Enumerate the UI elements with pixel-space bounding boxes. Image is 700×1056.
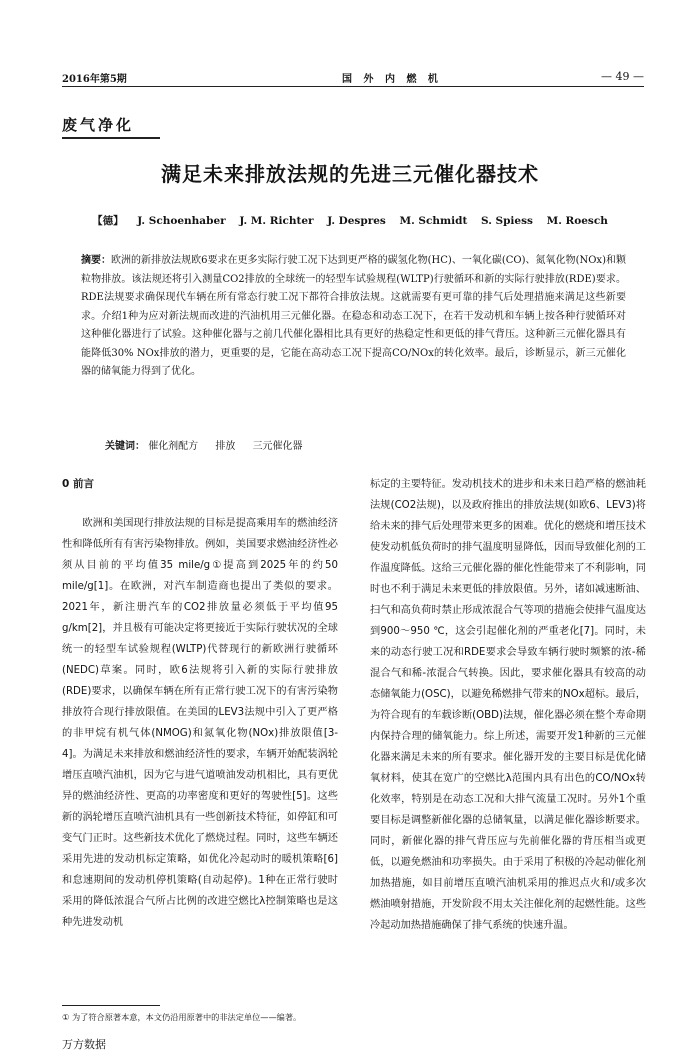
footnote-divider: [62, 1005, 160, 1006]
page-number: — 49 —: [601, 70, 644, 83]
author: S. Spiess: [480, 215, 533, 227]
author: J. Schoenhaber: [137, 215, 226, 227]
author: J. Despres: [327, 215, 386, 227]
abstract: [81, 252, 626, 382]
right-column: [370, 474, 646, 936]
author-line: [0, 213, 700, 228]
keyword: 三元催化器: [252, 441, 303, 452]
abstract-label: 摘要：: [81, 255, 112, 266]
abstract-text: 欧洲的新排放法规欧6要求在更多实际行驶工况下达到更严格的碳氢化物(HC)、一氧化碳(CO)、氮氧化物(NOx)和颗粒物排放。该法规还将引入测量CO2排放的全球统一的轻型车试验规程(WLTP)行驶循环和新的实际行驶排放(RDE)要求。RDE法规要求确保现代车辆在所有常态行驶工况下都符合排放法规。这就需要有更可靠的排气后处理措施来满足这些新要求。介绍1种为应对新法规而改进的汽油机用三元催化器。在稳态和动态工况下，在若干发动机和车辆上按各种行驶循环对这种催化器进行了试验。这种催化器与之前几代催化器相比具有更好的热稳定性和更低的排气背压。这种新三元催化器具有能降低30% NOx排放的潜力，更重要的是，它能在高动态工况下提高CO/NOx的转化效率。最后，诊断显示，新三元催化器的储氧能力得到了优化。: [81, 255, 626, 377]
article-title: 满足未来排放法规的先进三元催化器技术: [161, 162, 539, 186]
author: J. M. Richter: [239, 215, 314, 227]
intro-heading: 0 前言: [62, 478, 94, 490]
journal-name: 国 外 内 燃 机: [342, 74, 442, 85]
author-country: 【德】: [92, 215, 124, 227]
section-label: 废气净化: [62, 116, 135, 134]
author: M. Schmidt: [399, 215, 468, 227]
keywords: [105, 437, 317, 452]
watermark: 万方数据: [62, 1038, 106, 1051]
running-header: [62, 70, 644, 84]
footnote: ① 为了符合原著本意，本文仍沿用原著中的非法定单位——编著。: [62, 1012, 302, 1022]
header-divider: [62, 86, 644, 87]
keywords-label: 关键词：: [105, 441, 145, 452]
issue-label: 2016年第5期: [62, 74, 127, 85]
intro-paragraph-right: 标定的主要特征。发动机技术的进步和未来日趋严格的燃油耗法规(CO2法规)，以及政府推出的排放法规(如欧6、LEV3)将给未来的排气后处理带来更多的困难。优化的燃烧和增压技术使发动机低负荷时的排气温度明显降低，因而导致催化剂的工作温度降低。这给三元催化器的催化性能带来了不利影响，同时也不利于满足未来更低的排放限值。另外，诸如减速断油、扫气和高负荷时禁止形成浓混合气等项的措施会使排气温度达到900～950 ℃，这会引起催化剂的严重老化[7]。同时，未来的动态行驶工况和RDE要求会导致车辆行驶时频繁的浓-稀混合气和稀-浓混合气转换。因此，要求催化器具有较高的动态储氧能力(OSC)，以避免稀燃排气带来的NOx超标。最后，为符合现有的车载诊断(OBD)法规，催化器必须在整个寿命期内保持合理的储氧能力。综上所述，需要开发1种新的三元催化器来满足未来的所有要求。催化器开发的主要目标是优化储氧材料，使其在宽广的空燃比λ范围内具有出色的CO/NOx转化效率，特别是在动态工况和大排气流量工况时。另外1个重要目标是调整新催化器的总储氧量，以满足催化器诊断要求。同时，新催化器的排气背压应与先前催化器的背压相当或更低，以避免燃油和功率损失。由于采用了积极的冷起动催化剂加热措施，如目前增压直喷汽油机采用的推迟点火和/或多次燃油喷射措施，开发阶段不用太关注催化剂的起燃性能。这些冷起动加热措施确保了排气系统的快速升温。: [370, 479, 646, 931]
intro-paragraph-left: 欧洲和美国现行排放法规的目标是提高乘用车的燃油经济性和降低所有有害污染物排放。例如，美国要求燃油经济性必须从目前的平均值35 mile/g①提高到2025年的约50 mile/g[1]。在欧洲，对汽车制造商也提出了类似的要求。2021年，新注册汽车的CO2排放量必须低于平均值95 g/km[2]，并且极有可能决定将更接近于实际行驶状况的全球统一的轻型车试验规程(WLTP)代替现行的新欧洲行驶循环(NEDC)草案。同时，欧6法规将引入新的实际行驶排放(RDE)要求，以确保车辆在所有正常行驶工况下的有害污染物排放符合现行排放限值。在美国的LEV3法规中引入了更严格的非甲烷有机气体(NMOG)和氮氧化物(NOx)排放限值[3-4]。为满足未来排放和燃油经济性的要求，车辆开始配装涡轮增压直喷汽油机，因为它与进气道喷油发动机相比，具有更优异的燃油经济性、更高的功率密度和更好的驾驶性[5]。这些新的涡轮增压直喷汽油机具有一些创新技术特征，如停缸和可变气门正时。这些新技术优化了燃烧过程。同时，这些车辆还采用先进的发动机标定策略，如优化冷起动时的暖机策略[6]和怠速期间的发动机停机策略(自动起停)。1种在正常行驶时采用的降低浓混合气所占比例的改进空燃比λ控制策略也是这种先进发动机: [62, 518, 338, 928]
left-column: [62, 474, 338, 933]
keyword: 催化剂配方: [148, 441, 199, 452]
section-underline: [62, 137, 160, 139]
author: M. Roesch: [546, 215, 608, 227]
keyword: 排放: [215, 441, 236, 452]
